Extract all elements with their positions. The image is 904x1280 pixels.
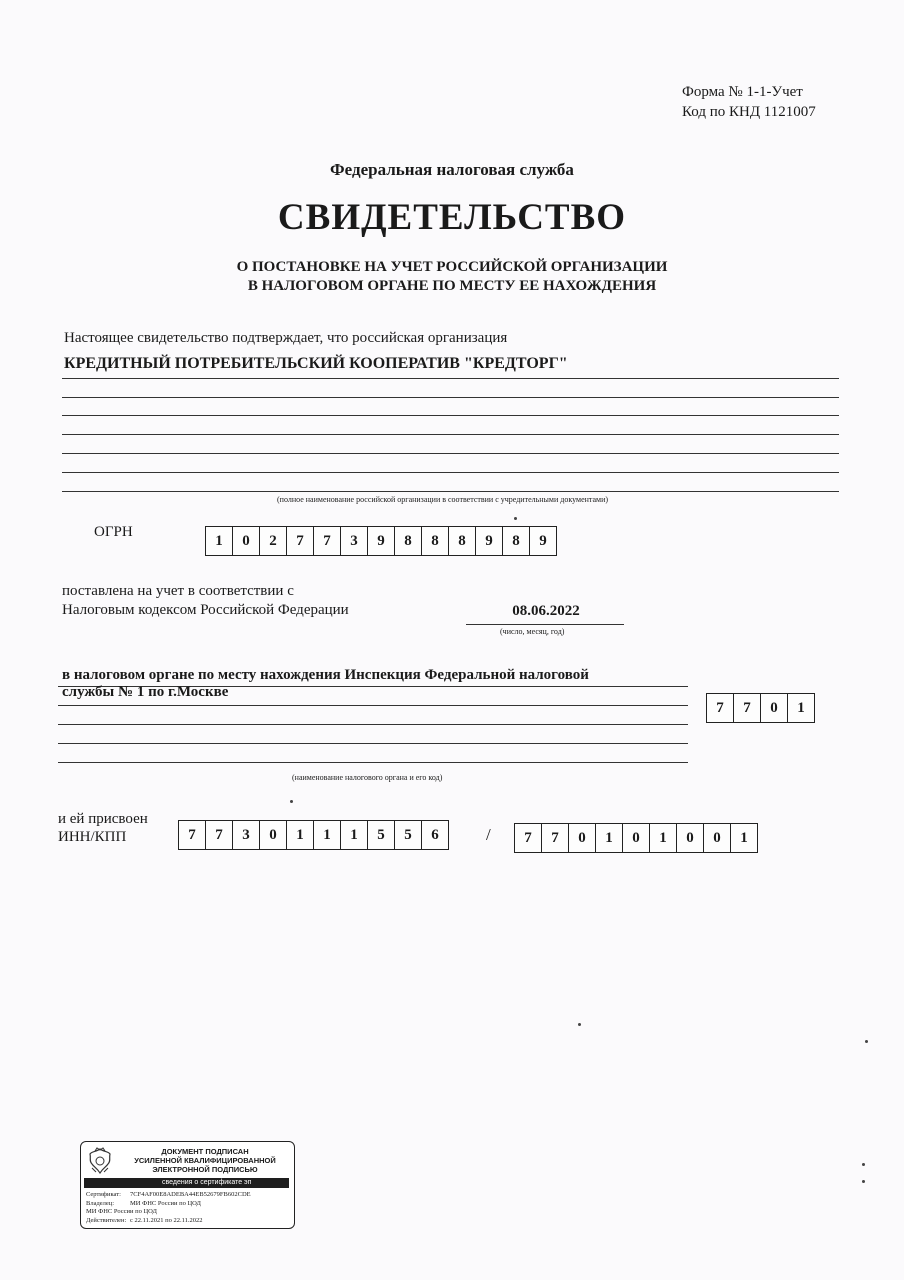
ogrn-digit: 9 bbox=[367, 526, 395, 556]
valid-value: с 22.11.2021 по 22.11.2022 bbox=[130, 1216, 203, 1224]
ogrn-digit: 8 bbox=[421, 526, 449, 556]
inn-digit: 3 bbox=[232, 820, 260, 850]
kpp-digit: 0 bbox=[622, 823, 650, 853]
owner-value: МИ ФНС России по ЦОД bbox=[130, 1199, 201, 1207]
kpp-digit: 0 bbox=[676, 823, 704, 853]
document-title: СВИДЕТЕЛЬСТВО bbox=[277, 197, 627, 238]
stamp-header-line-1: ДОКУМЕНТ ПОДПИСАН bbox=[161, 1147, 249, 1156]
kpp-digit: 7 bbox=[514, 823, 542, 853]
registration-line-2: Налоговым кодексом Российской Федерации bbox=[62, 602, 349, 618]
date-line bbox=[466, 624, 624, 625]
scan-speck bbox=[862, 1180, 865, 1183]
ogrn-digit: 7 bbox=[286, 526, 314, 556]
document-subtitle bbox=[0, 258, 904, 296]
ogrn-digit: 3 bbox=[340, 526, 368, 556]
ogrn-digit: 9 bbox=[475, 526, 503, 556]
kpp-digit: 0 bbox=[568, 823, 596, 853]
inn-kpp-separator: / bbox=[486, 825, 491, 844]
tax-line-3 bbox=[58, 724, 688, 725]
form-header bbox=[682, 82, 816, 122]
form-number: Форма № 1-1-Учет bbox=[682, 84, 803, 100]
inn-kpp-label-2: ИНН/КПП bbox=[58, 829, 127, 845]
subtitle-line-2: В НАЛОГОВОМ ОРГАНЕ ПО МЕСТУ ЕЕ НАХОЖДЕНИЯ bbox=[247, 278, 657, 294]
tax-code-cells bbox=[706, 693, 815, 723]
registration-line-1: поставлена на учет в соответствии с bbox=[62, 583, 294, 599]
organization-name: КРЕДИТНЫЙ ПОТРЕБИТЕЛЬСКИЙ КООПЕРАТИВ "КРЕДТОРГ" bbox=[64, 355, 568, 372]
tax-code-digit: 7 bbox=[733, 693, 761, 723]
tax-line-2 bbox=[58, 705, 688, 706]
e-signature-stamp bbox=[80, 1141, 295, 1229]
ogrn-digit: 8 bbox=[448, 526, 476, 556]
kpp-digit: 1 bbox=[730, 823, 758, 853]
stamp-certificate-bar: сведения о сертификате эп bbox=[84, 1178, 289, 1188]
inn-digit: 7 bbox=[205, 820, 233, 850]
owner-line-2: МИ ФНС России по ЦОД bbox=[86, 1208, 157, 1215]
certificate-value: 7CF4AF00E8ADEBA44EB52679FB602CDE bbox=[130, 1191, 251, 1198]
inn-digit: 7 bbox=[178, 820, 206, 850]
kpp-digit: 0 bbox=[703, 823, 731, 853]
stamp-header-line-3: ЭЛЕКТРОННОЙ ПОДПИСЬЮ bbox=[152, 1165, 258, 1174]
valid-label: Действителен: bbox=[86, 1216, 127, 1224]
org-line-4 bbox=[62, 434, 839, 435]
ogrn-cells bbox=[205, 526, 557, 556]
kpp-digit: 1 bbox=[649, 823, 677, 853]
org-line-3 bbox=[62, 415, 839, 416]
inn-digit: 5 bbox=[367, 820, 395, 850]
kpp-digit: 1 bbox=[595, 823, 623, 853]
tax-authority-line-2: службы № 1 по г.Москве bbox=[62, 684, 229, 700]
tax-authority-caption: (наименование налогового органа и его код) bbox=[292, 773, 443, 782]
ogrn-digit: 2 bbox=[259, 526, 287, 556]
ogrn-digit: 1 bbox=[205, 526, 233, 556]
org-line-2 bbox=[62, 397, 839, 398]
kpp-digit: 7 bbox=[541, 823, 569, 853]
inn-digit: 5 bbox=[394, 820, 422, 850]
coat-of-arms-icon bbox=[86, 1146, 114, 1176]
date-caption: (число, месяц, год) bbox=[500, 627, 565, 636]
org-line-7 bbox=[62, 491, 839, 492]
tax-line-5 bbox=[58, 762, 688, 763]
scan-speck bbox=[578, 1023, 581, 1026]
org-line-5 bbox=[62, 453, 839, 454]
ogrn-digit: 8 bbox=[502, 526, 530, 556]
scan-speck bbox=[862, 1163, 865, 1166]
inn-digit: 6 bbox=[421, 820, 449, 850]
inn-digit: 1 bbox=[313, 820, 341, 850]
subtitle-line-1: О ПОСТАНОВКЕ НА УЧЕТ РОССИЙСКОЙ ОРГАНИЗАЦИИ bbox=[236, 259, 668, 275]
tax-code-digit: 1 bbox=[787, 693, 815, 723]
tax-code-digit: 7 bbox=[706, 693, 734, 723]
stamp-certificate-info bbox=[86, 1191, 251, 1225]
scan-speck bbox=[865, 1040, 868, 1043]
scan-speck bbox=[290, 800, 293, 803]
inn-digit: 0 bbox=[259, 820, 287, 850]
stamp-header-line-2: УСИЛЕННОЙ КВАЛИФИЦИРОВАННОЙ bbox=[134, 1156, 276, 1165]
inn-kpp-label-1: и ей присвоен bbox=[58, 811, 148, 827]
owner-label: Владелец: bbox=[86, 1199, 115, 1207]
scan-speck bbox=[514, 517, 517, 520]
kpp-cells bbox=[514, 823, 758, 853]
certificate-label: Сертификат: bbox=[86, 1191, 121, 1198]
ogrn-digit: 7 bbox=[313, 526, 341, 556]
agency-name: Федеральная налоговая служба bbox=[330, 160, 574, 179]
inn-cells bbox=[178, 820, 449, 850]
ogrn-digit: 9 bbox=[529, 526, 557, 556]
intro-text: Настоящее свидетельство подтверждает, что российская организация bbox=[64, 330, 508, 346]
tax-line-4 bbox=[58, 743, 688, 744]
ogrn-digit: 8 bbox=[394, 526, 422, 556]
inn-digit: 1 bbox=[340, 820, 368, 850]
knd-code: Код по КНД 1121007 bbox=[682, 104, 816, 120]
inn-digit: 1 bbox=[286, 820, 314, 850]
org-caption: (полное наименование российской организации в соответствии с учредительными документами) bbox=[277, 495, 609, 504]
org-line-1 bbox=[62, 378, 839, 379]
ogrn-digit: 0 bbox=[232, 526, 260, 556]
registration-date: 08.06.2022 bbox=[512, 603, 580, 619]
tax-authority-line-1: в налоговом органе по месту нахождения Инспекция Федеральной налоговой bbox=[62, 667, 589, 683]
stamp-header bbox=[119, 1147, 291, 1174]
ogrn-label: ОГРН bbox=[94, 524, 133, 540]
org-line-6 bbox=[62, 472, 839, 473]
tax-code-digit: 0 bbox=[760, 693, 788, 723]
